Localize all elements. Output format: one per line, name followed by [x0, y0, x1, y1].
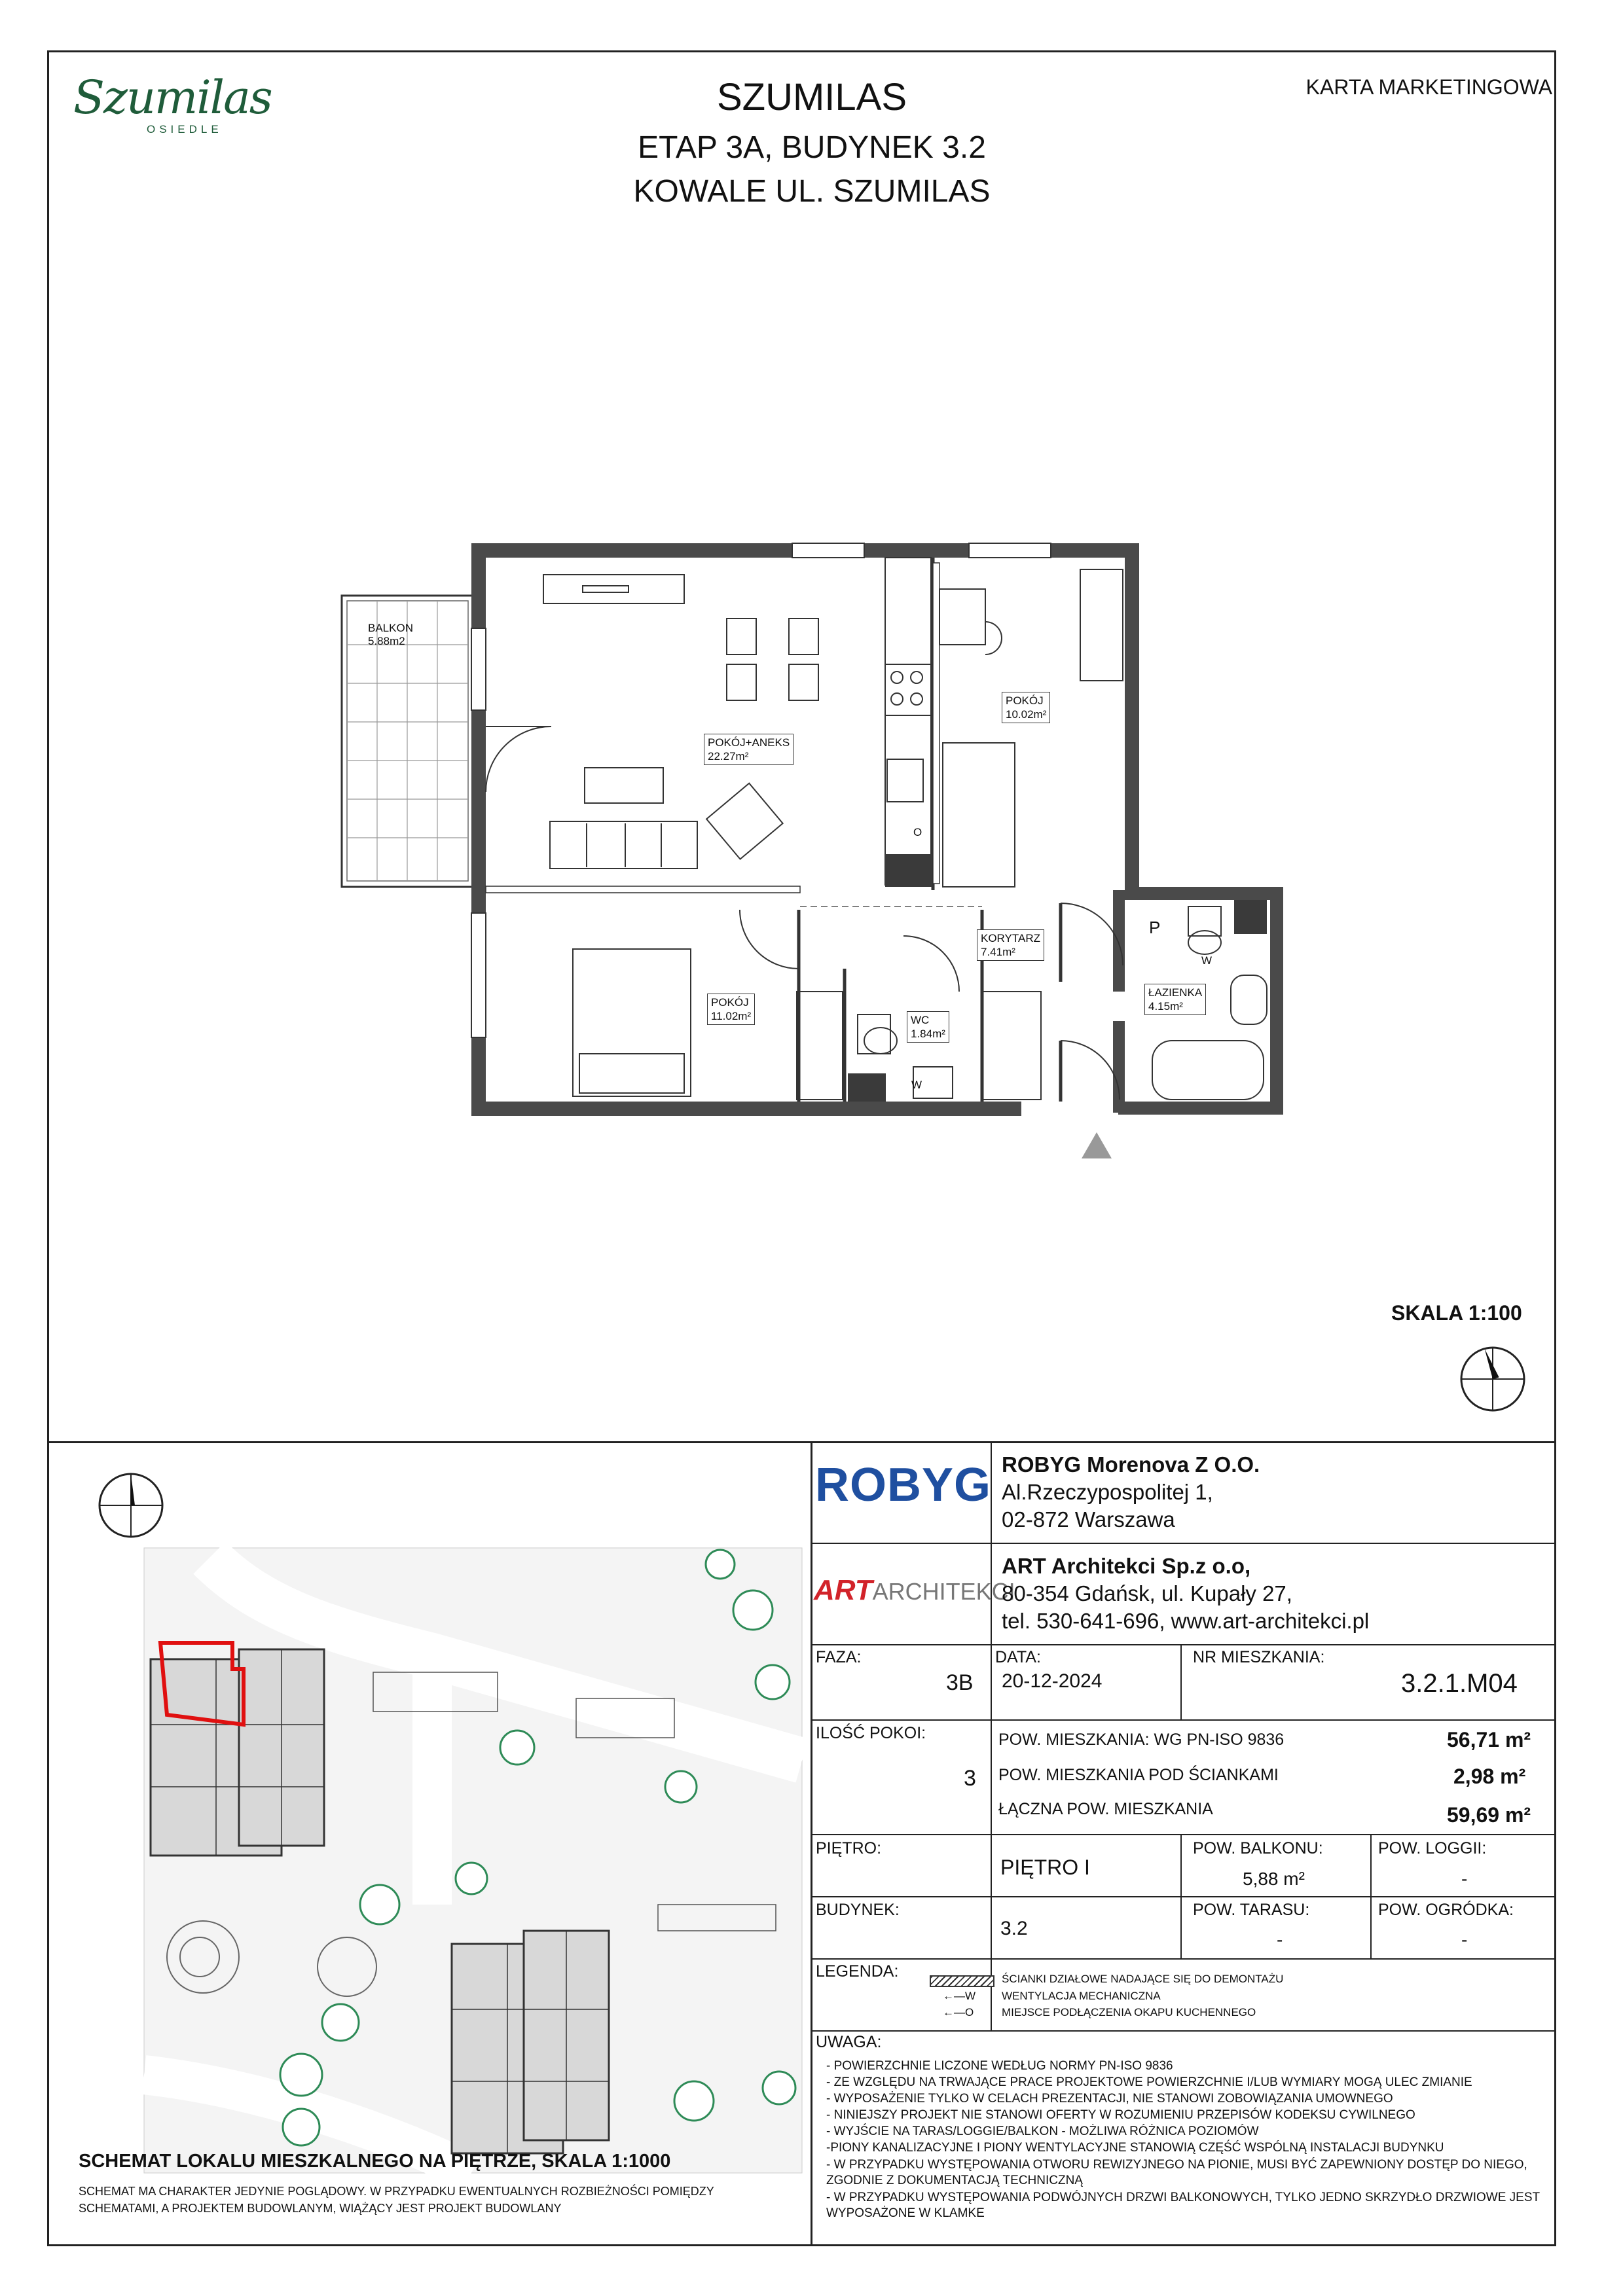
room-balcony-name: BALKON: [368, 622, 413, 634]
room-balcony: [368, 622, 413, 648]
room-bedroom-1: [1002, 692, 1050, 723]
room-bedroom-2-name: POKÓJ: [711, 996, 749, 1009]
architect-name: ART Architekci Sp.z o.o,: [1002, 1554, 1251, 1578]
ogrodek-label: POW. OGRÓDKA:: [1378, 1901, 1514, 1919]
note-8: - W PRZYPADKU WYSTĘPOWANIA PODWÓJNYCH DRZWI BALKONOWYCH, TYLKO JEDNO SKRZYDŁO DRZWIOWE JEST: [826, 2191, 1541, 2204]
hood-o-label: O: [913, 826, 922, 838]
document-type: KARTA MARKETINGOWA: [1305, 75, 1552, 99]
balkon-value: 5,88 m²: [1243, 1869, 1305, 1889]
legend-item-0: ŚCIANKI DZIAŁOWE NADAJĄCE SIĘ DO DEMONTAŻU: [1002, 1973, 1284, 1985]
art-logo-art: ART: [814, 1574, 873, 1606]
architect-street: 80-354 Gdańsk, ul. Kupały 27,: [1002, 1581, 1292, 1605]
page-address: KOWALE UL. SZUMILAS: [633, 174, 991, 209]
data-value: 20-12-2024: [1002, 1670, 1103, 1692]
taras-value: -: [1277, 1929, 1283, 1950]
legend-item-1: WENTYLACJA MECHANICZNA: [1002, 1990, 1161, 2002]
developer-info: [1002, 1451, 1260, 1534]
doors: [486, 726, 1123, 1100]
note-4: - WYJŚCIE NA TARAS/LOGGIE/BALKON - MOŻLIWA RÓŻNICA POZIOMÓW: [826, 2125, 1259, 2138]
pow3-value: 59,69 m²: [1447, 1803, 1531, 1827]
pietro-value: PIĘTRO I: [1000, 1856, 1090, 1879]
page-title: SZUMILAS: [716, 76, 907, 118]
room-bedroom-1-name: POKÓJ: [1006, 694, 1044, 707]
windows: [471, 543, 1051, 1037]
legend-w-symbol: W: [965, 1990, 976, 2002]
site-plan: [65, 1446, 805, 2179]
furniture: [543, 558, 1267, 1100]
notes-label: UWAGA:: [816, 2033, 882, 2051]
site-note-2: SCHEMATAMI, A PROJEKTEM BUDOWLANYM, WIĄŻĄCY JEST PROJEKT BUDOWLANY: [79, 2202, 562, 2215]
room-balcony-area: 5.88m2: [368, 635, 405, 647]
pow3-label: ŁĄCZNA POW. MIESZKANIA: [998, 1800, 1213, 1818]
legend-w-icon: ←—W: [943, 1990, 976, 2002]
room-living: [704, 734, 793, 765]
nr-label: NR MIESZKANIA:: [1193, 1648, 1325, 1666]
developer-name: ROBYG Morenova Z O.O.: [1002, 1452, 1260, 1477]
demountable-walls: [486, 563, 939, 893]
note-5: -PIONY KANALIZACYJNE I PIONY WENTYLACYJNE STANOWIĄ CZĘŚĆ WSPÓLNĄ INSTALACJI BUDYNKU: [826, 2141, 1444, 2155]
loggia-value: -: [1461, 1869, 1468, 1889]
partitions: [486, 558, 1061, 1102]
legend-hatch-icon: [930, 1975, 994, 1987]
loggia-label: POW. LOGGII:: [1378, 1839, 1487, 1857]
room-bathroom-name: ŁAZIENKA: [1148, 986, 1203, 999]
balkon-label: POW. BALKONU:: [1193, 1839, 1323, 1857]
nr-value: 3.2.1.M04: [1401, 1669, 1518, 1698]
site-caption: SCHEMAT LOKALU MIESZKALNEGO NA PIĘTRZE, SKALA 1:1000: [79, 2151, 671, 2172]
room-bedroom-1-area: 10.02m²: [1006, 708, 1047, 721]
art-logo-word: ARCHITEKCI: [872, 1578, 1015, 1605]
ogrodek-value: -: [1461, 1929, 1468, 1950]
budynek-value: 3.2: [1000, 1918, 1028, 1939]
note-3: - NINIEJSZY PROJEKT NIE STANOWI OFERTY W ROZUMIENIU PRZEPISÓW KODEKSU CYWILNEGO: [826, 2108, 1415, 2122]
room-bedroom-2: [707, 994, 755, 1025]
architect-contact: tel. 530-641-696, www.art-architekci.pl: [1002, 1609, 1370, 1633]
taras-label: POW. TARASU:: [1193, 1901, 1310, 1919]
pow1-label: POW. MIESZKANIA: WG PN-ISO 9836: [998, 1731, 1285, 1749]
page-subtitle: ETAP 3A, BUDYNEK 3.2: [638, 130, 986, 165]
entrance-marker: [1082, 1132, 1112, 1158]
site-note-1: SCHEMAT MA CHARAKTER JEDYNIE POGLĄDOWY. W PRZYPADKU EWENTUALNYCH ROZBIEŻNOŚCI POMIĘDZY: [79, 2185, 714, 2198]
legend-o-symbol: O: [965, 2006, 974, 2018]
pow2-label: POW. MIESZKANIA POD ŚCIANKAMI: [998, 1766, 1279, 1784]
walls: [471, 543, 1283, 1116]
pokoi-value: 3: [964, 1766, 976, 1791]
note-7: ZGODNIE Z DOKUMENTACJĄ TECHNICZNĄ: [826, 2174, 1083, 2187]
legend-item-2: MIEJSCE PODŁĄCZENIA OKAPU KUCHENNEGO: [1002, 2006, 1256, 2018]
room-corridor: [977, 929, 1044, 961]
brand-logo-sub: OSIEDLE: [147, 123, 223, 135]
room-bedroom-2-area: 11.02m²: [711, 1010, 752, 1022]
budynek-label: BUDYNEK:: [816, 1901, 900, 1919]
vent-w-label: W: [1201, 954, 1213, 967]
room-wc-area: 1.84m²: [911, 1028, 945, 1040]
developer-street: Al.Rzeczypospolitej 1,: [1002, 1480, 1213, 1504]
pokoi-label: ILOŚĆ POKOI:: [816, 1724, 926, 1742]
room-living-area: 22.27m²: [708, 750, 749, 762]
pietro-label: PIĘTRO:: [816, 1839, 882, 1857]
room-bathroom: [1144, 984, 1206, 1015]
note-6: - W PRZYPADKU WYSTĘPOWANIA OTWORU REWIZYJNEGO NA PIONIE, MUSI BYĆ ZAPEWNIONY DOSTĘP DO NIEGO,: [826, 2158, 1527, 2172]
legend-o-icon: ←—O: [943, 2006, 974, 2018]
room-corridor-area: 7.41m²: [981, 946, 1015, 958]
faza-value: 3B: [946, 1670, 974, 1695]
compass-icon: [1459, 1345, 1531, 1417]
faza-label: FAZA:: [816, 1648, 862, 1666]
floor-plan: [327, 517, 1296, 1158]
brand-logo: [73, 71, 272, 149]
data-label: DATA:: [995, 1648, 1041, 1666]
legend-label: LEGENDA:: [816, 1962, 899, 1981]
robyg-logo: ROBYG: [815, 1459, 992, 1511]
room-wc: [907, 1011, 949, 1043]
architect-info: [1002, 1552, 1369, 1635]
room-living-name: POKÓJ+ANEKS: [708, 736, 790, 749]
room-bathroom-area: 4.15m²: [1148, 1000, 1183, 1013]
pow1-value: 56,71 m²: [1447, 1728, 1531, 1751]
vent-w-label-wc: W: [911, 1079, 922, 1091]
riser-p-label: P: [1149, 918, 1161, 937]
note-9: WYPOSAŻONE W KLAMKE: [826, 2206, 985, 2220]
scale-label: SKALA 1:100: [1391, 1301, 1522, 1325]
pow2-value: 2,98 m²: [1453, 1765, 1526, 1788]
note-2: - WYPOSAŻENIE TYLKO W CELACH PREZENTACJI, NIE STANOWI ZOBOWIĄZANIA UMOWNEGO: [826, 2092, 1393, 2106]
brand-logo-text: Szumilas: [73, 71, 272, 124]
note-0: - POWIERZCHNIE LICZONE WEDŁUG NORMY PN-ISO 9836: [826, 2059, 1173, 2073]
room-corridor-name: KORYTARZ: [981, 932, 1040, 944]
art-logo: [814, 1574, 1015, 1607]
developer-city: 02-872 Warszawa: [1002, 1507, 1175, 1532]
note-1: - ZE WZGLĘDU NA TRWAJĄCE PRACE PROJEKTOWE POWIERZCHNIE I/LUB WYMIARY MOGĄ ULEC ZMIANIE: [826, 2075, 1472, 2089]
room-wc-name: WC: [911, 1014, 930, 1026]
